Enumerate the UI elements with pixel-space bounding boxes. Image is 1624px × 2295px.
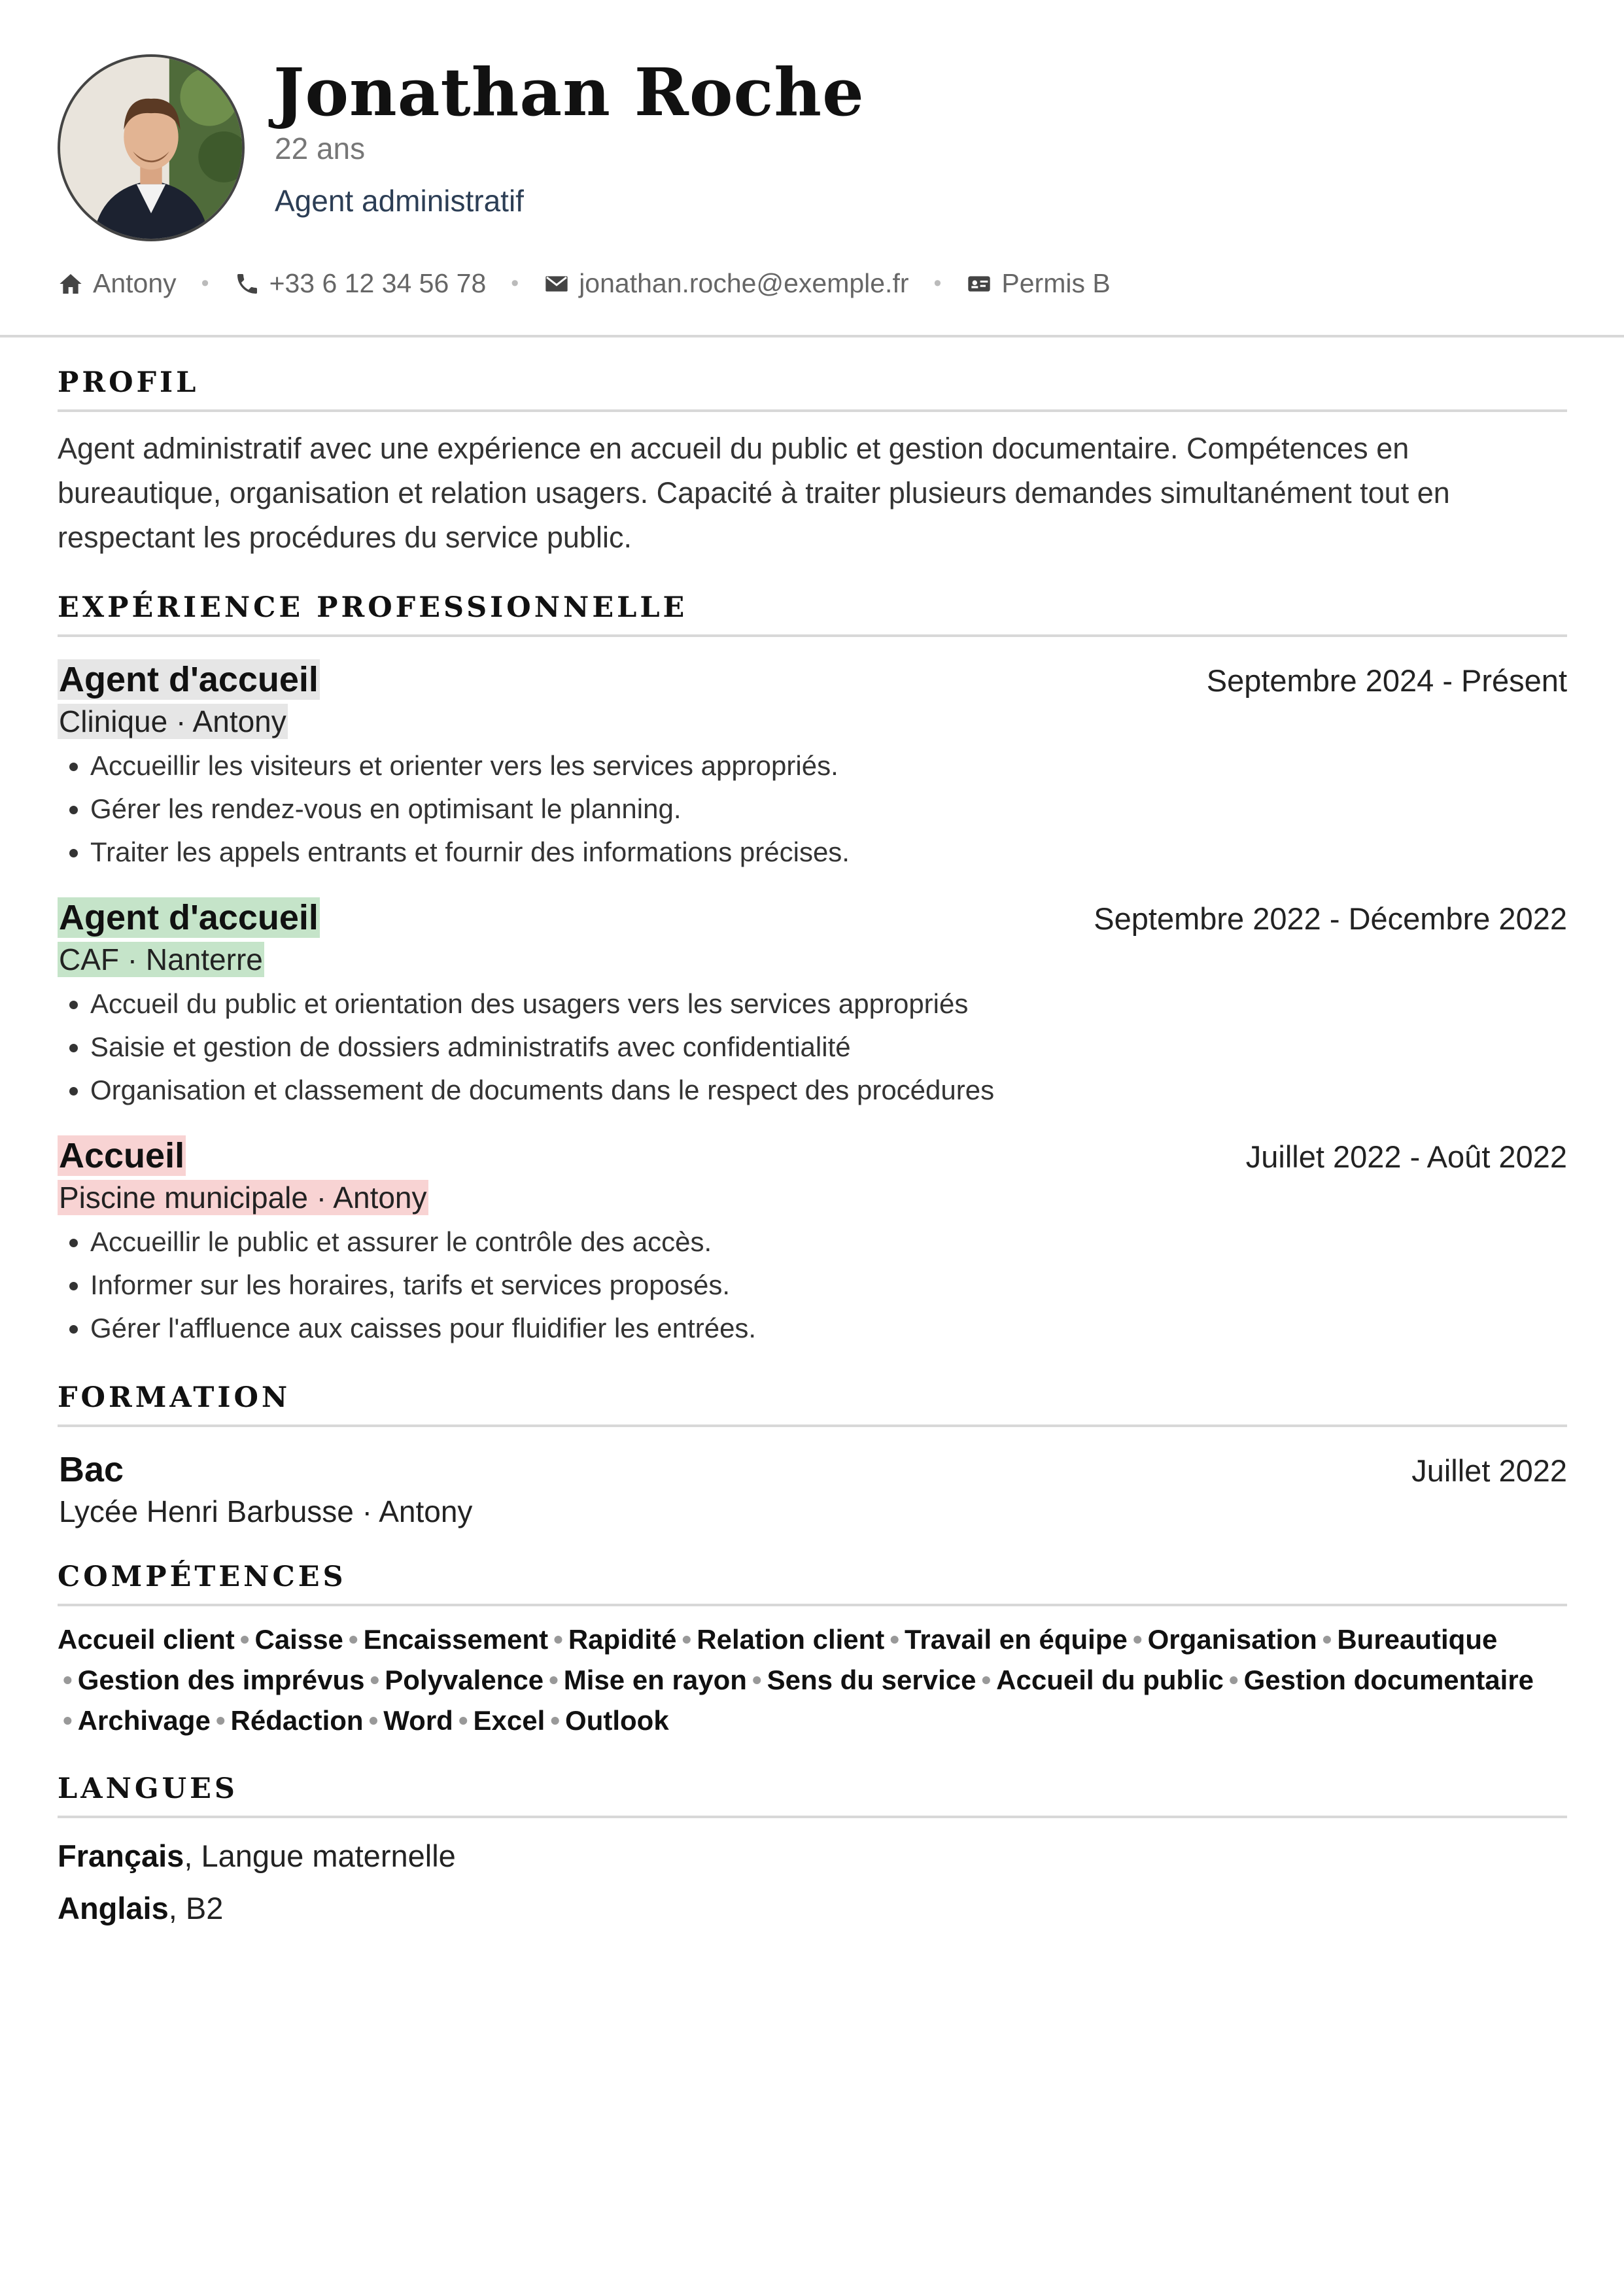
contact-email[interactable] (544, 268, 908, 299)
skill-item: Polyvalence (385, 1665, 544, 1695)
resume-header (0, 0, 1624, 337)
job-company: CAF · Nanterre (59, 942, 263, 976)
list-item: • Traiter les appels entrants et fournir des informations précises. (90, 831, 1567, 874)
experience-section (58, 591, 1567, 1350)
skills-section (58, 1561, 1567, 1741)
bullet-separator: • (553, 1624, 563, 1655)
skill-item: Accueil du public (996, 1665, 1224, 1695)
bullet-separator: • (549, 1665, 559, 1695)
skill-item: Mise en rayon (563, 1665, 747, 1695)
languages-section (58, 1772, 1567, 1935)
candidate-job-title: Agent administratif (275, 184, 524, 218)
contact-city (58, 268, 177, 299)
education-entry (58, 1449, 1567, 1529)
contact-separator: • (511, 271, 519, 296)
resume-body (58, 335, 1567, 1935)
job-company: Piscine municipale · Antony (59, 1181, 427, 1215)
candidate-name: Jonathan Roche (273, 54, 865, 131)
envelope-icon (544, 271, 570, 297)
job-company: Clinique · Antony (59, 704, 286, 738)
skill-item: Accueil client (58, 1624, 235, 1655)
job-title: Agent d'accueil (59, 898, 319, 937)
candidate-age: 22 ans (275, 131, 366, 165)
bullet-separator: • (1322, 1624, 1332, 1655)
bullet-separator: • (215, 1705, 226, 1736)
section-title-languages: LANGUES (58, 1772, 1567, 1818)
section-title-experience: EXPÉRIENCE PROFESSIONNELLE (58, 591, 1567, 637)
job-bullets (58, 744, 1567, 874)
job-dates: Juillet 2022 - Août 2022 (1245, 1139, 1567, 1174)
language-name: Anglais (58, 1891, 169, 1925)
job-bullets (58, 982, 1567, 1112)
language-level: , Langue maternelle (184, 1838, 456, 1873)
bullet-separator: • (368, 1705, 379, 1736)
bullet-separator: • (890, 1624, 900, 1655)
skill-item: Relation client (697, 1624, 885, 1655)
skill-item: Sens du service (767, 1665, 976, 1695)
bullet-separator: • (1132, 1624, 1143, 1655)
job-dates: Septembre 2022 - Décembre 2022 (1094, 901, 1567, 936)
contact-phone[interactable] (234, 268, 487, 299)
list-item: • Saisie et gestion de dossiers administratifs avec confidentialité (90, 1026, 1567, 1069)
contact-separator: • (933, 271, 942, 296)
language-item (58, 1830, 1567, 1882)
bullet-separator: • (63, 1665, 73, 1695)
section-title-profile: PROFIL (58, 366, 1567, 412)
contact-phone-text: +33 6 12 34 56 78 (269, 268, 487, 298)
list-item: • Accueillir les visiteurs et orienter vers les services appropriés. (90, 744, 1567, 787)
job-title: Accueil (59, 1136, 185, 1175)
profile-text: Agent administratif avec une expérience en accueil du public et gestion documentaire. Compétences en bureautique, organisation et relation usagers. Capacité à traiter plusieurs demandes simultanément tout en respectant les procédures du service public. (58, 432, 1450, 554)
list-item: • Informer sur les horaires, tarifs et services proposés. (90, 1264, 1567, 1307)
languages-list (58, 1830, 1567, 1935)
avatar (58, 54, 245, 241)
skill-item: Word (383, 1705, 453, 1736)
profile-photo (60, 57, 242, 239)
skill-item: Encaissement (363, 1624, 549, 1655)
contact-bar (58, 268, 1111, 299)
language-level: , B2 (168, 1891, 224, 1925)
list-item: • Accueillir le public et assurer le contrôle des accès. (90, 1220, 1567, 1264)
home-icon (58, 271, 84, 297)
bullet-separator: • (458, 1705, 468, 1736)
education-section (58, 1381, 1567, 1529)
bullet-separator: • (752, 1665, 762, 1695)
id-card-icon (966, 271, 992, 297)
skill-item: Outlook (565, 1705, 669, 1736)
language-item (58, 1882, 1567, 1935)
phone-icon (234, 271, 260, 297)
skill-item: Rapidité (568, 1624, 677, 1655)
job-bullets (58, 1220, 1567, 1350)
skill-item: Archivage (77, 1705, 211, 1736)
job-title: Agent d'accueil (59, 660, 319, 699)
skill-item: Gestion documentaire (1243, 1665, 1534, 1695)
bullet-separator: • (550, 1705, 561, 1736)
section-title-skills: COMPÉTENCES (58, 1561, 1567, 1606)
bullet-separator: • (63, 1705, 73, 1736)
bullet-separator: • (981, 1665, 992, 1695)
skill-item: Travail en équipe (905, 1624, 1128, 1655)
job-dates: Septembre 2024 - Présent (1206, 663, 1567, 698)
list-item: • Organisation et classement de documents dans le respect des procédures (90, 1069, 1567, 1112)
contact-license-text: Permis B (1001, 268, 1111, 298)
skill-item: Caisse (254, 1624, 343, 1655)
bullet-separator: • (370, 1665, 380, 1695)
skill-item: Bureautique (1337, 1624, 1498, 1655)
degree-title: Bac (59, 1450, 124, 1489)
contact-license (966, 268, 1110, 299)
language-name: Français (58, 1838, 184, 1873)
skill-item: Excel (473, 1705, 545, 1736)
bullet-separator: • (1228, 1665, 1239, 1695)
bullet-separator: • (348, 1624, 358, 1655)
bullet-separator: • (682, 1624, 692, 1655)
skill-item: Rédaction (230, 1705, 364, 1736)
skill-item: Gestion des imprévus (77, 1665, 365, 1695)
school-name: Lycée Henri Barbusse · Antony (59, 1494, 473, 1528)
list-item: • Gérer l'affluence aux caisses pour fluidifier les entrées. (90, 1307, 1567, 1350)
contact-city-text: Antony (93, 268, 177, 298)
skills-list (58, 1619, 1567, 1741)
profile-section (58, 366, 1567, 560)
list-item: • Accueil du public et orientation des usagers vers les services appropriés (90, 982, 1567, 1026)
bullet-separator: • (239, 1624, 250, 1655)
contact-email-text: jonathan.roche@exemple.fr (579, 268, 909, 298)
job-entry (58, 1135, 1567, 1350)
section-title-education: FORMATION (58, 1381, 1567, 1427)
job-entry (58, 897, 1567, 1112)
skill-item: Organisation (1147, 1624, 1317, 1655)
list-item: • Gérer les rendez-vous en optimisant le planning. (90, 787, 1567, 831)
job-entry (58, 659, 1567, 874)
degree-date: Juillet 2022 (1411, 1453, 1567, 1488)
contact-separator: • (201, 271, 209, 296)
